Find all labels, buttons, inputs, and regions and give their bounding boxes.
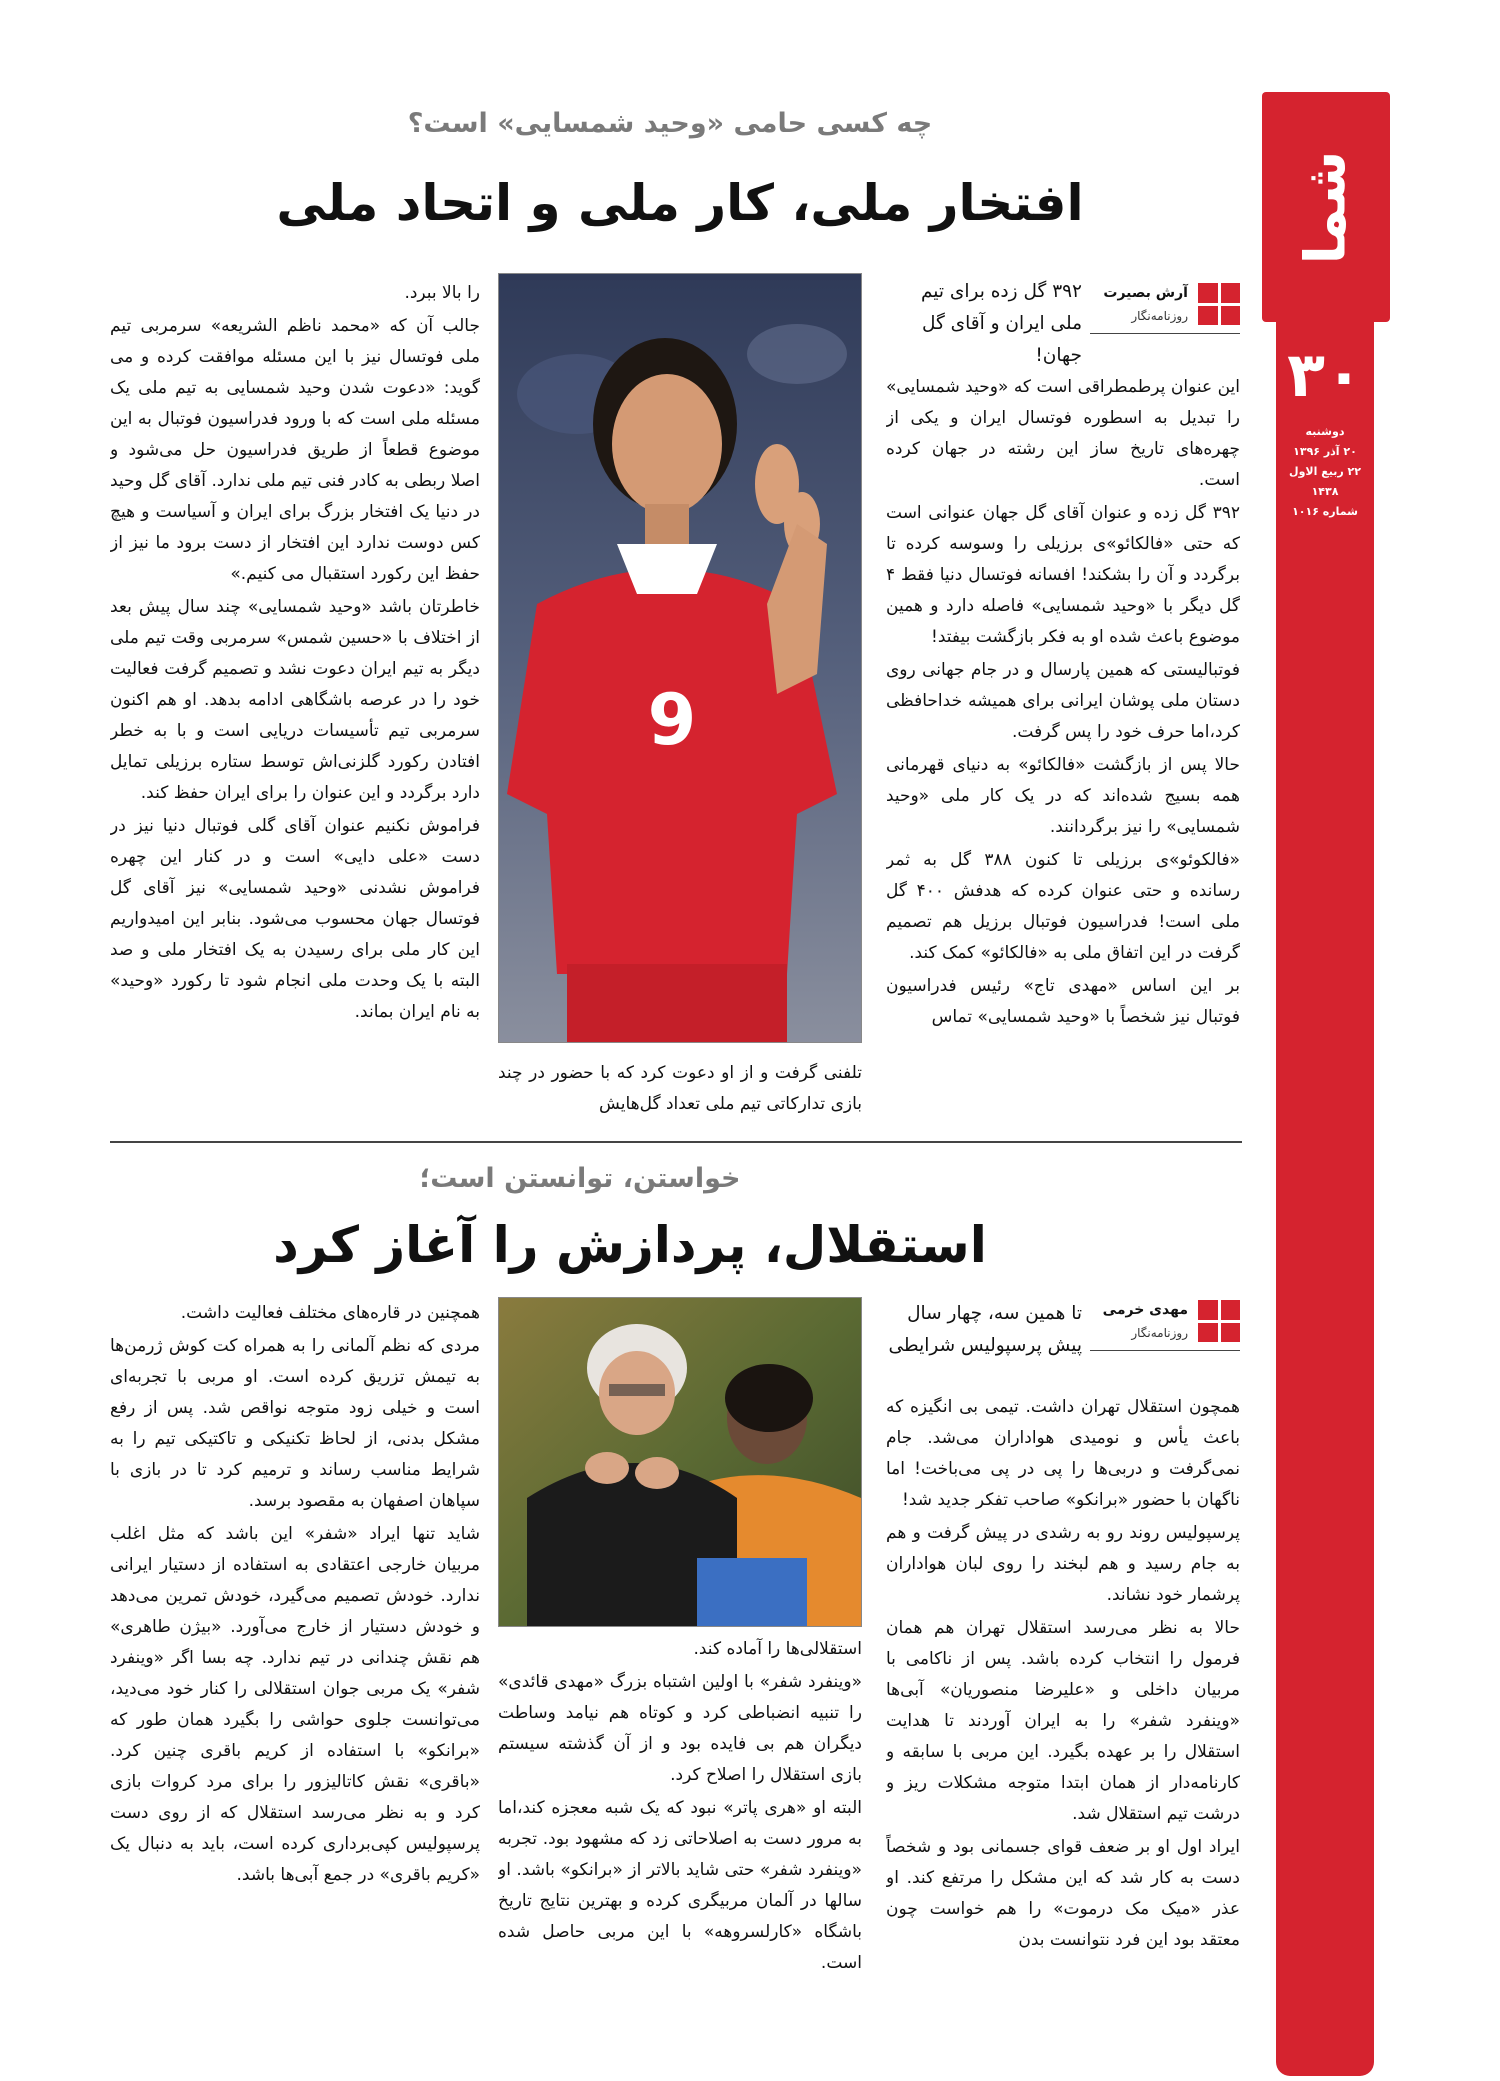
paragraph: استقلالی‌ها را آماده کند.: [693, 1639, 862, 1659]
newspaper-logo: [1262, 92, 1390, 322]
article2-photo: [498, 1297, 862, 1627]
issue-meta: [1280, 422, 1370, 522]
paragraph: همچنین در قاره‌های مختلف فعالیت داشت.: [180, 1303, 480, 1323]
paragraph: حالا به نظر می‌رسد استقلال تهران هم همان فرمول را انتخاب کرده باشد. پس از ناکامی با مربیان داخلی و «علیرضا منصوریان» آبی‌ها «وینفرد شفر» را به ایران آوردند تا هدایت استقلال را بر عهده بگیرد. این مربی با سابقه و کارنامه‌دار از همان ابتدا متوجه مشکلات ریز و درشت تیم استقلال شد.: [886, 1618, 1240, 1824]
paragraph: ۳۹۲ گل زده و عنوان آقای گل جهان عنوانی است که حتی «فالکائو»ی برزیلی را وسوسه کرده تا برگردد و آن را بشکند! افسانه فوتسال دنیا فقط ۴ گل دیگر با «وحید شمسایی» فاصله دارد و همین موضوع باعث شده او به فکر بازگشت بیفتد!: [886, 503, 1240, 647]
byline-rule: [1090, 1350, 1240, 1351]
paragraph: ایراد اول او بر ضعف قوای جسمانی بود و شخصاً دست به کار شد که این مشکل را مرتفع کند. او عذر «میک مک درموت» را هم خواست چون معتقد بود این فرد نتوانست بدن: [886, 1837, 1240, 1950]
author-name: مهدی خرمی: [1102, 1302, 1188, 1318]
paragraph: پرسپولیس روند رو به رشدی در پیش گرفت و هم به جام رسید و هم لبخند را روی لبان هواداران پرشمار خود نشاند.: [886, 1523, 1240, 1605]
article1-kicker: چه کسی حامی «وحید شمسایی» است؟: [407, 108, 933, 139]
paragraph: البته او «هری پاتر» نبود که یک شبه معجزه کند،اما به مرور دست به اصلاحاتی زد که مشهود بود. تجربه «وینفرد شفر» حتی شاید بالاتر از «برانکو» باشد. او سالها در آلمان مربیگری کرده و بهترین نتایج تاریخ باشگاه «کارلسروهه» با این مربی حاصل شده است.: [498, 1798, 862, 1973]
logo-text: شما: [1293, 150, 1359, 264]
futsal-player-illustration: [498, 274, 861, 1043]
issue-date-solar: ۲۰ آذر ۱۳۹۶: [1293, 445, 1357, 458]
author-badge-icon: [1198, 1300, 1240, 1342]
article2-headline: استقلال، پردازش را آغاز کرد: [273, 1216, 987, 1274]
paragraph: خاطرتان باشد «وحید شمسایی» چند سال پیش بعد از اختلاف با «حسین شمس» سرمربی وقت تیم ملی دیگر به تیم ایران دعوت نشد و تصمیم گرفت فعالیت خود را در عرصه باشگاهی ادامه بدهد. او هم اکنون سرمربی تیم تأسیسات دریایی است و با به خطر افتادن رکورد گلزنی‌اش توسط ستاره برزیلی تمایل دارد برگردد و این عنوان را برای ایران حفظ کند.: [110, 597, 480, 803]
article2-kicker: خواستن، توانستن است؛: [419, 1163, 741, 1194]
article1-column-left: [110, 278, 480, 1118]
paragraph: همچون استقلال تهران داشت. تیمی بی انگیزه که باعث یأس و نومیدی هواداران می‌شد. جام نمی‌گرفت و دربی‌ها را پی در پی می‌باخت! اما ناگهان با حضور «برانکو» صاحب تفکر جدید شد!: [886, 1397, 1240, 1510]
article1-column-right: [886, 372, 1240, 1120]
section-divider: [110, 1141, 1242, 1143]
paragraph: فراموش نکنیم عنوان آقای گلی فوتبال دنیا نیز در دست «علی دایی» است و در کنار این چهره فراموش نشدنی «وحید شمسایی» نیز آقای گل فوتسال جهان محسوب می‌شود. بنابر این امیدواریم این کار ملی برای رسیدن به یک افتخار ملی و صد البته با یک وحدت ملی انجام شود تا رکورد «وحید» به نام ایران بماند.: [110, 816, 480, 1022]
issue-number: شماره ۱۰۱۶: [1292, 505, 1358, 518]
article2-column-right: [886, 1392, 1240, 2062]
paragraph: «وینفرد شفر» با اولین اشتباه بزرگ «مهدی قائدی» را تنبیه انضباطی کرد و کوتاه هم نیامد وساطت دیگران هم بی فایده بود و از آن گذشته سیستم بازی استقلال را اصلاح کرد.: [498, 1672, 862, 1785]
article1-byline: [1090, 283, 1240, 343]
author-role: روزنامه‌نگار: [1131, 309, 1188, 323]
paragraph: را بالا ببرد.: [404, 283, 480, 303]
page-number: ۳۰: [1287, 338, 1363, 411]
paragraph: شاید تنها ایراد «شفر» این باشد که مثل اغلب مربیان خارجی اعتقادی به استفاده از دستیار ایرانی ندارد. خودش تصمیم می‌گیرد، خودش تمرین می‌دهد و خودش دستیار از خارج می‌آورد. «بیژن طاهری» هم نقش چندانی در تیم ندارد. چه بسا اگر «وینفرد شفر» یک مربی جوان استقلالی را کنار خود می‌دید، می‌توانست جلوی حواشی را بگیرد همان طور که «برانکو» با استفاده از کریم باقری چنین کرد. «باقری» نقش کاتالیزور را برای مرد کروات بازی کرد و به نظر می‌رسد استقلال که از روی دست پرسپولیس کپی‌برداری کرده است، باید به دنبال یک «کریم باقری» در جمع آبی‌ها باشد.: [110, 1524, 480, 1885]
paragraph: مردی که نظم آلمانی را به همراه کت کوش ژرمن‌ها به تیمش تزریق کرده است. او مربی با تجربه‌ای است و خیلی زود متوجه نواقص شد. پس از رفع مشکل بدنی، از لحاظ تکنیکی و تاکتیکی تیم را به شرایط مناسب رساند و ترمیم کرد تا در بازی با سپاهان اصفهان به مقصود برسد.: [110, 1336, 480, 1511]
article2-lead: تا همین سه، چهار سال پیش پرسپولیس شرایطی: [888, 1303, 1082, 1356]
coach-illustration: [498, 1298, 861, 1627]
author-badge-icon: [1198, 283, 1240, 325]
article2-column-left: [110, 1298, 480, 2062]
article2-column-middle: [498, 1634, 862, 2062]
page-info-strip: [1276, 312, 1374, 2076]
paragraph: فوتبالیستی که همین پارسال و در جام جهانی روی دستان ملی پوشان ایرانی برای همیشه خداحافظی کرد،اما حرف خود را پس گرفت.: [886, 660, 1240, 742]
article2-byline: [1090, 1300, 1240, 1360]
author-name: آرش بصیرت: [1103, 285, 1188, 301]
paragraph: این عنوان پرطمطراقی است که «وحید شمسایی» را تبدیل به اسطوره فوتسال ایران و یکی از چهره‌های تاریخ ساز این رشته در جهان کرده است.: [886, 377, 1240, 490]
paragraph: بر این اساس «مهدی تاج» رئیس فدراسیون فوتبال نیز شخصاً با «وحید شمسایی» تماس: [886, 976, 1240, 1027]
paragraph: جالب آن که «محمد ناظم الشریعه» سرمربی تیم ملی فوتسال نیز با این مسئله موافقت کرده و می گوید: «دعوت شدن وحید شمسایی به تیم ملی یک مسئله ملی است که با ورود فدراسیون فوتبال به این موضوع قطعاً از طریق فدراسیون حل می‌شود و اصلا ربطی به کادر فنی تیم ملی ندارد. آقای گل وحید در دنیا یک افتخار بزرگ برای ایران و آسیاست و هیچ کس دوست ندارد این افتخار از دست برود ما نیز از حفظ این رکورد استقبال می کنیم.»: [110, 316, 480, 584]
svg-text:9: 9: [647, 679, 697, 761]
article1-lead: ۳۹۲ گل زده برای تیم ملی ایران و آقای گل جهان!: [920, 281, 1082, 366]
issue-day: دوشنبه: [1305, 425, 1345, 438]
author-role: روزنامه‌نگار: [1131, 1326, 1188, 1340]
paragraph: «فالکوئو»ی برزیلی تا کنون ۳۸۸ گل به ثمر رسانده و حتی عنوان کرده که هدفش ۴۰۰ گل ملی است! فدراسیون فوتبال برزیل هم تصمیم گرفت در این اتفاق ملی به «فالکائو» کمک کند.: [886, 850, 1240, 963]
issue-date-lunar: ۲۲ ربیع الاول ۱۴۳۸: [1289, 465, 1361, 498]
article1-photo: [498, 273, 862, 1043]
byline-rule: [1090, 333, 1240, 334]
article1-caption: تلفنی گرفت و از او دعوت کرد که با حضور در چند بازی تدارکاتی تیم ملی تعداد گل‌هایش: [498, 1063, 862, 1114]
article1-headline: افتخار ملی، کار ملی و اتحاد ملی: [276, 174, 1084, 232]
paragraph: حالا پس از بازگشت «فالکائو» به دنیای قهرمانی همه بسیج شده‌اند که در یک کار ملی «وحید شمسایی» را نیز برگردانند.: [886, 755, 1240, 837]
